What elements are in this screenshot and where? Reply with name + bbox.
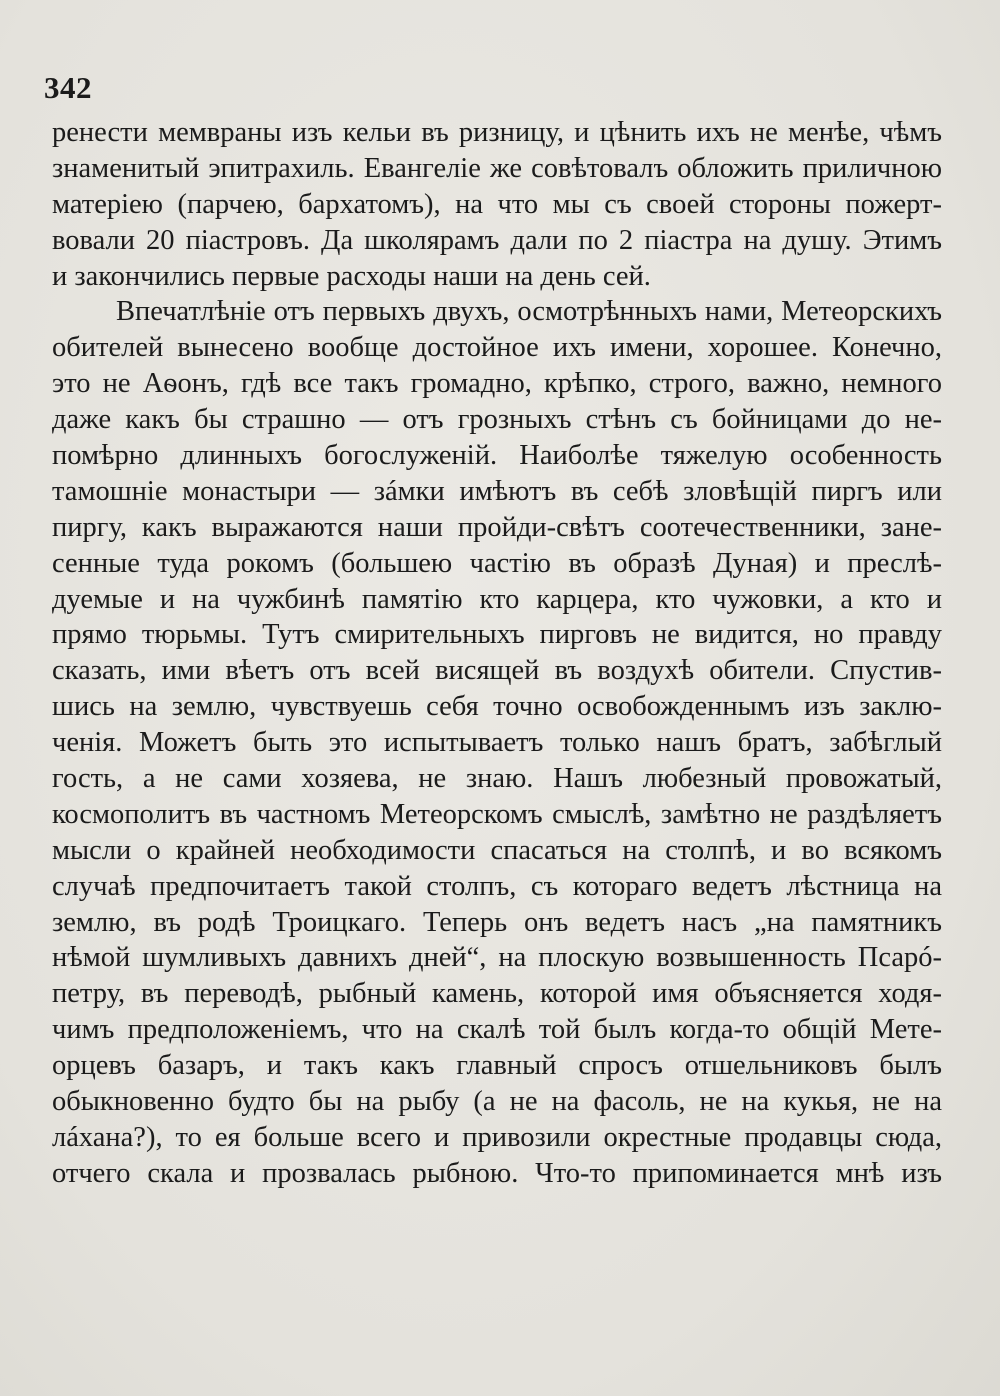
text-line: петру, въ переводѣ, рыбный камень, которой имя объясняется ходя- xyxy=(52,978,942,1010)
text-line: пиргу, какъ выражаются наши пройди-свѣтъ соотечественники, зане- xyxy=(52,511,942,543)
text-line: чимъ предположеніемъ, что на скалѣ той былъ когда-то общій Мете- xyxy=(52,1014,942,1046)
text-line: прямо тюрьмы. Тутъ смирительныхъ пирговъ не видится, но правду xyxy=(52,619,942,651)
page-number: 342 xyxy=(44,70,92,105)
text-line: орцевъ базаръ, и такъ какъ главный спросъ отшельниковъ былъ xyxy=(52,1050,942,1082)
text-line: тамошніе монастыри — зáмки имѣютъ въ себѣ зловѣщій пиргъ или xyxy=(52,475,942,507)
text-line: матеріею (парчею, бархатомъ), на что мы съ своей стороны пожерт- xyxy=(52,188,942,220)
text-line: знаменитый эпитрахиль. Евангеліе же совѣтовалъ обложить приличною xyxy=(52,152,942,184)
text-line: даже какъ бы страшно — отъ грозныхъ стѣнъ съ бойницами до не- xyxy=(52,404,942,436)
text-line: это не Аѳонъ, гдѣ все такъ громадно, крѣпко, строго, важно, немного xyxy=(52,368,942,400)
text-line: и закончились первые расходы наши на день сей. xyxy=(52,260,651,292)
text-line: землю, въ родѣ Троицкаго. Теперь онъ ведетъ насъ „на памятникъ xyxy=(52,906,942,938)
text-line: дуемые и на чужбинѣ памятію кто карцера, кто чужовки, а кто и xyxy=(52,583,942,615)
text-line: помѣрно длинныхъ богослуженій. Наиболѣе тяжелую особенность xyxy=(52,440,942,472)
text-line: гость, а не сами хозяева, не знаю. Нашъ любезный провожатый, xyxy=(52,763,942,795)
text-line: лáхана?), то ея больше всего и привозили окрестные продавцы сюда, xyxy=(52,1121,942,1153)
text-line: обителей вынесено вообще достойное ихъ имени, хорошее. Конечно, xyxy=(52,332,942,364)
text-line: сенные туда рокомъ (большею частію въ образѣ Дуная) и преслѣ- xyxy=(52,547,942,579)
text-line: ренести мемвраны изъ кельи въ ризницу, и цѣнить ихъ не менѣе, чѣмъ xyxy=(52,117,942,148)
text-line: обыкновенно будто бы на рыбу (а не на фасоль, не на кукья, не на xyxy=(52,1086,942,1118)
text-line: нѣмой шумливыхъ давнихъ дней“, на плоскую возвышенность Псарó- xyxy=(52,942,942,974)
text-line: шись на землю, чувствуешь себя точно освобожденнымъ изъ заклю- xyxy=(52,691,942,723)
paragraph-start-line: Впечатлѣніе отъ первыхъ двухъ, осмотрѣнныхъ нами, Метеорскихъ xyxy=(116,296,942,328)
text-line: случаѣ предпочитаетъ такой столпъ, съ котораго ведетъ лѣстница на xyxy=(52,870,942,902)
text-line: отчего скала и прозвалась рыбною. Что-то припоминается мнѣ изъ xyxy=(52,1157,942,1189)
text-line: сказать, ими вѣетъ отъ всей висящей въ воздухѣ обители. Спустив- xyxy=(52,655,942,687)
text-line: ченія. Можетъ быть это испытываетъ только нашъ братъ, забѣглый xyxy=(52,727,942,759)
text-line: мысли о крайней необходимости спасаться на столпѣ, и во всякомъ xyxy=(52,834,942,866)
text-line: космополитъ въ частномъ Метеорскомъ смыслѣ, замѣтно не раздѣляетъ xyxy=(52,798,942,830)
body-text xyxy=(52,115,942,1192)
text-line: вовали 20 піастровъ. Да школярамъ дали по 2 піастра на душу. Этимъ xyxy=(52,224,942,256)
